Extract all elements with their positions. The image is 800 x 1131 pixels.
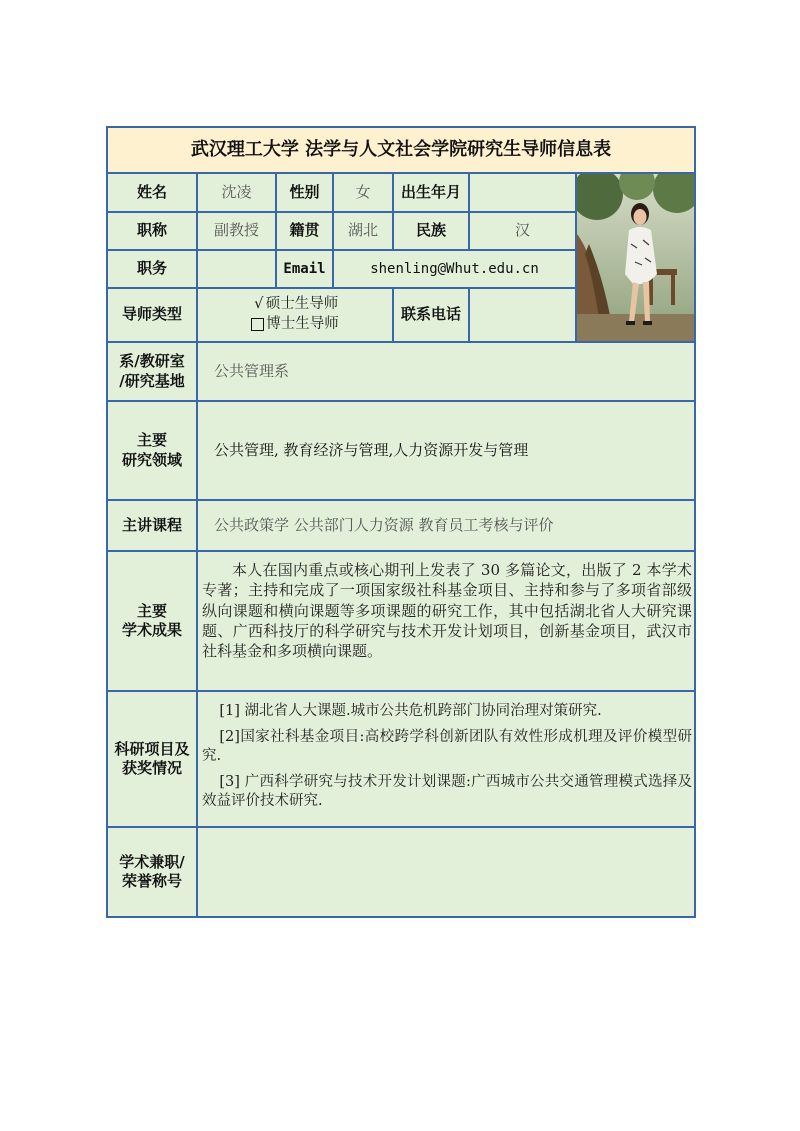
doctor-option [251, 315, 339, 335]
phone-label: 联系电话 [394, 289, 470, 343]
dept-label [108, 343, 198, 402]
title-value: 副教授 [198, 213, 277, 251]
dept-label-line1: 系/教研室 [119, 352, 185, 370]
ethnic-value: 汉 [470, 213, 577, 251]
dept-value: 公共管理系 [198, 343, 694, 402]
project-item: [1] 湖北省人大课题.城市公共危机跨部门协同治理对策研究. [219, 703, 602, 719]
projects-label-line1: 科研项目及 [114, 739, 190, 758]
honors-value [198, 828, 694, 916]
gender-value: 女 [334, 174, 394, 213]
birth-label: 出生年月 [394, 174, 470, 213]
projects-label-line2: 获奖情况 [121, 759, 182, 777]
research-label-line2: 研究领域 [121, 450, 182, 469]
birth-value [470, 174, 577, 213]
name-value: 沈凌 [198, 174, 277, 213]
mentor-type-options [198, 289, 394, 343]
master-label: 硕士生导师 [265, 296, 339, 313]
dept-label-line2: /研究基地 [119, 371, 185, 390]
email-value: shenling@Whut.edu.cn [334, 251, 577, 289]
research-label-line1: 主要 [136, 431, 167, 449]
projects-label [108, 692, 198, 828]
origin-value: 湖北 [334, 213, 394, 251]
email-label: Email [277, 251, 334, 289]
phone-value [470, 289, 577, 343]
honors-label-line1: 学术兼职/ [119, 852, 185, 871]
courses-value: 公共政策学 公共部门人力资源 教育员工考核与评价 [198, 501, 694, 552]
achievements-value [198, 552, 694, 692]
name-label: 姓名 [108, 174, 198, 213]
honors-label [108, 828, 198, 916]
project-item: [3] 广西科学研究与技术开发计划课题:广西城市公共交通管理模式选择及效益评价技术研究. [202, 773, 692, 810]
achievements-label-line1: 主要 [136, 601, 167, 620]
portrait-image [577, 174, 694, 343]
doctor-label: 博士生导师 [266, 316, 339, 332]
ethnic-label: 民族 [394, 213, 470, 251]
title-label: 职称 [108, 213, 198, 251]
info-table [106, 126, 696, 918]
project-item: [2]国家社科基金项目:高校跨学科创新团队有效性形成机理及评价模型研究. [202, 728, 692, 765]
research-label [108, 402, 198, 501]
origin-label: 籍贯 [277, 213, 334, 251]
checkbox-empty-icon [251, 318, 264, 331]
mentor-type-label: 导师类型 [108, 289, 198, 343]
achievements-label [108, 552, 198, 692]
achievements-label-line2: 学术成果 [121, 621, 182, 639]
portrait-photo [577, 174, 694, 343]
honors-label-line2: 荣誉称号 [121, 872, 182, 890]
duty-value [198, 251, 277, 289]
projects-list [198, 692, 694, 828]
courses-label: 主讲课程 [108, 501, 198, 552]
master-option [251, 295, 339, 315]
gender-label: 性别 [277, 174, 334, 213]
check-icon: √ [254, 296, 264, 313]
achievements-text: 本人在国内重点或核心期刊上发表了 30 多篇论文，出版了 2 本学术专著；主持和完成了一项国家级社科基金项目、主持和参与了多项省部级纵向课题和横向课题等多项课题的研究工作，其中包括湖北省人大研究课题、广西科技厅的科学研究与技术开发计划项目，创新基金项目，武汉市社科基金和多项横向课题。 [202, 561, 692, 660]
duty-label: 职务 [108, 251, 198, 289]
research-value: 公共管理, 教育经济与管理,人力资源开发与管理 [198, 402, 694, 501]
table-title: 武汉理工大学 法学与人文社会学院研究生导师信息表 [108, 128, 694, 174]
